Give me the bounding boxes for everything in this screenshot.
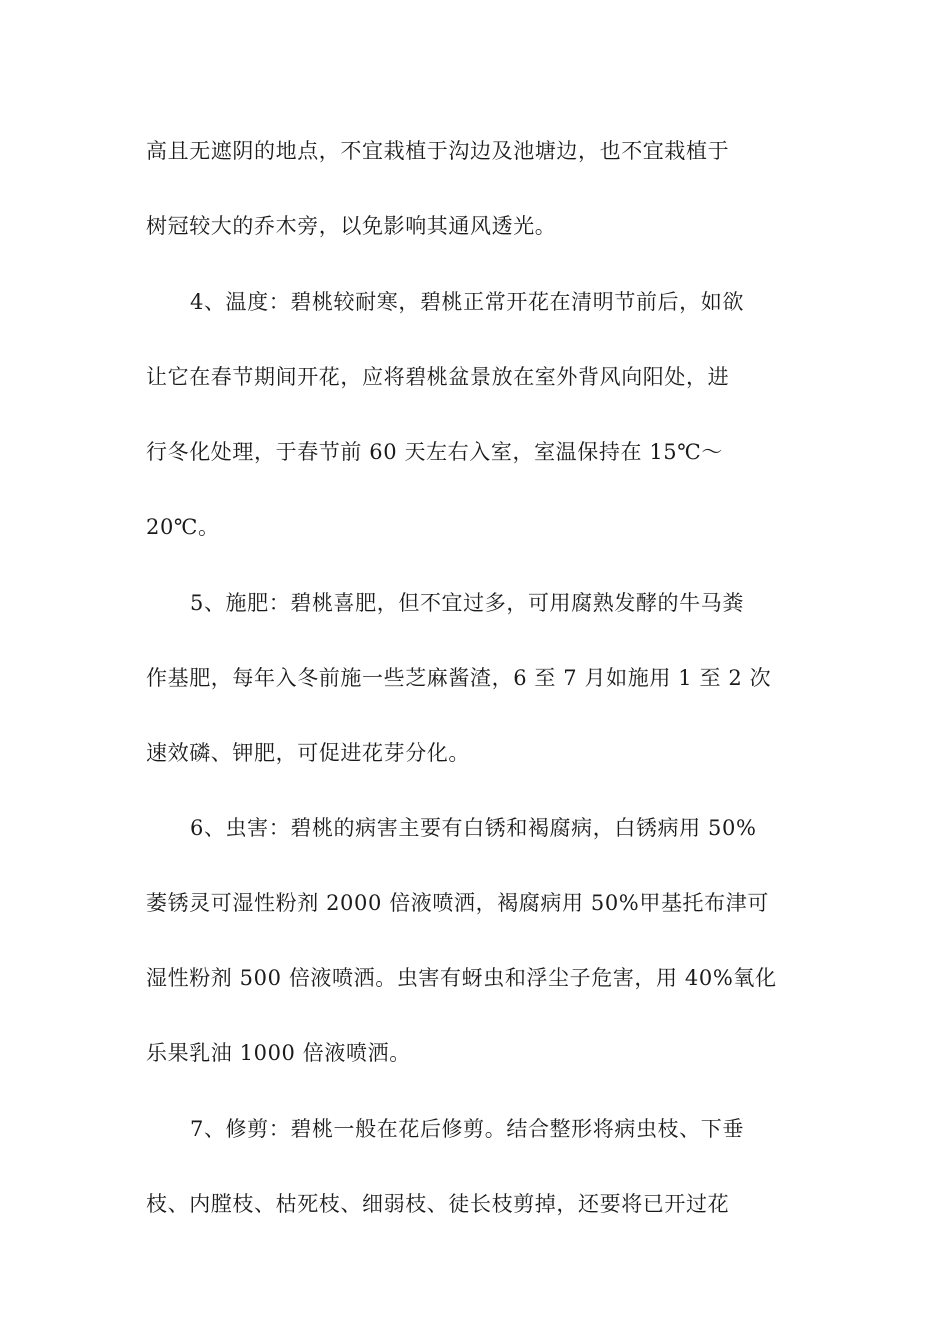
text-line: 湿性粉剂 500 倍液喷洒。虫害有蚜虫和浮尘子危害，用 40%氧化	[146, 966, 777, 990]
paragraph-heading-temperature: 4、温度：碧桃较耐寒，碧桃正常开花在清明节前后，如欲	[190, 290, 744, 314]
text-line: 行冬化处理，于春节前 60 天左右入室，室温保持在 15℃～	[146, 440, 723, 464]
text-line: 树冠较大的乔木旁，以免影响其通风透光。	[146, 214, 557, 238]
paragraph-heading-fertilizer: 5、施肥：碧桃喜肥，但不宜过多，可用腐熟发酵的牛马粪	[190, 591, 744, 615]
text-line: 萎锈灵可湿性粉剂 2000 倍液喷洒，褐腐病用 50%甲基托布津可	[146, 891, 769, 915]
text-line: 乐果乳油 1000 倍液喷洒。	[146, 1041, 411, 1065]
text-line: 作基肥，每年入冬前施一些芝麻酱渣，6 至 7 月如施用 1 至 2 次	[146, 666, 772, 690]
paragraph-heading-pests: 6、虫害：碧桃的病害主要有白锈和褐腐病，白锈病用 50%	[190, 816, 757, 840]
text-line: 速效磷、钾肥，可促进花芽分化。	[146, 741, 470, 765]
paragraph-heading-pruning: 7、修剪：碧桃一般在花后修剪。结合整形将病虫枝、下垂	[190, 1117, 744, 1141]
text-line: 让它在春节期间开花，应将碧桃盆景放在室外背风向阳处，进	[146, 365, 730, 389]
text-line: 枝、内膛枝、枯死枝、细弱枝、徒长枝剪掉，还要将已开过花	[146, 1192, 730, 1216]
text-line: 20℃。	[146, 515, 220, 539]
text-line: 高且无遮阴的地点，不宜栽植于沟边及池塘边，也不宜栽植于	[146, 139, 730, 163]
